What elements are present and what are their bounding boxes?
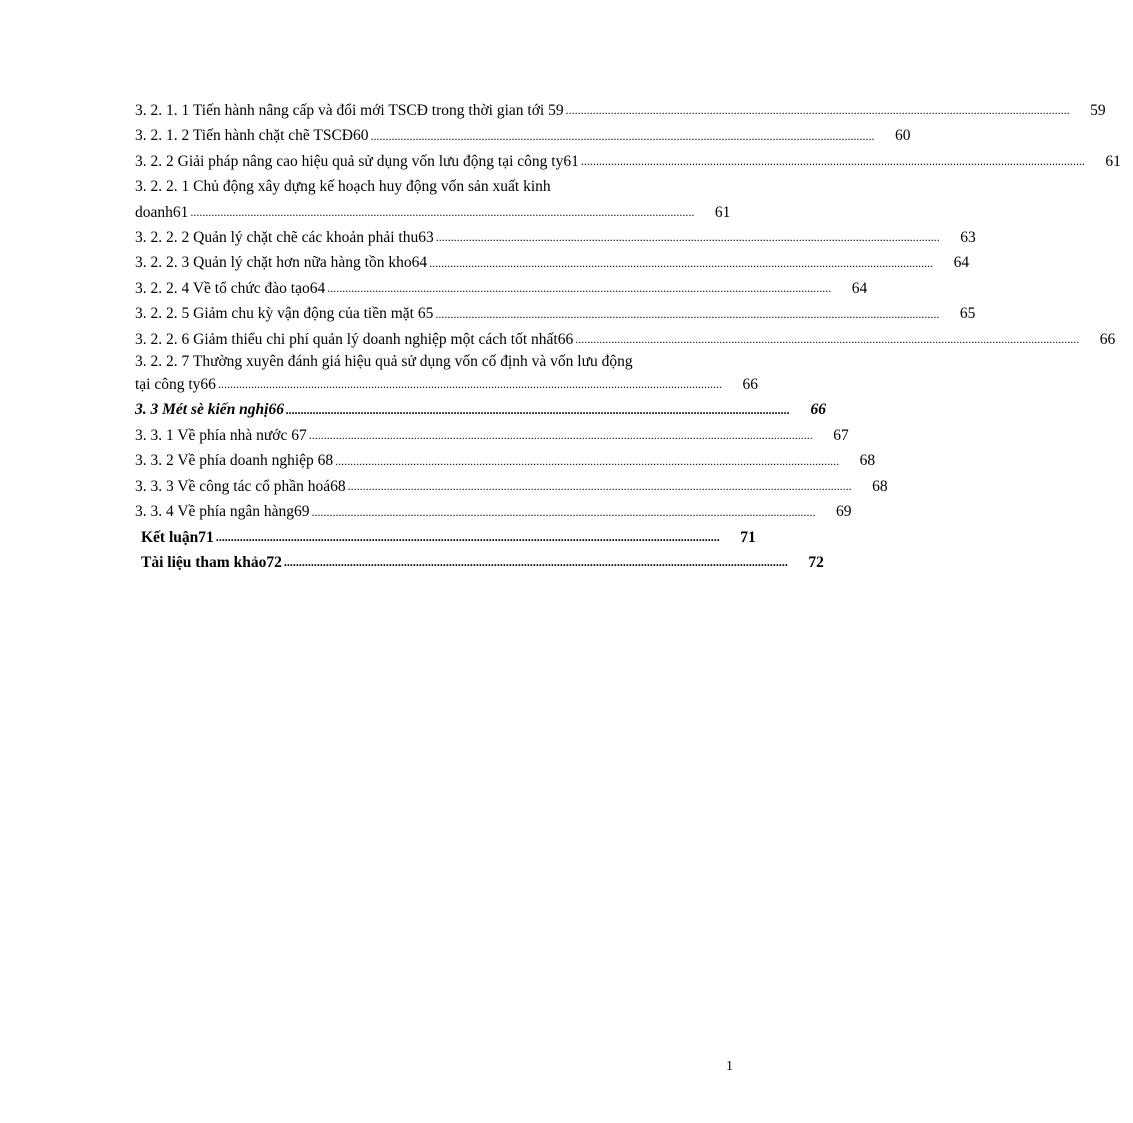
toc-entry-page: 67 [833,426,849,444]
toc-entry-page: 61 [1105,152,1121,170]
dot-leader: ........................................................................................................................................................................ [190,205,695,220]
toc-entry[interactable] [135,149,1121,174]
page-number: 1 [726,1059,733,1074]
toc-entry-page: 59 [1090,102,1106,119]
dot-leader: ........................................................................................................................................................................ [285,402,790,417]
toc-entry-title: 3. 2. 2. 3 Quản lý chặt hơn nữa hàng tồn kho64 [135,254,428,272]
toc-entry-title: 3. 3. 1 Về phía nhà nước 67 [135,426,307,444]
toc-entry-page: 64 [953,254,970,272]
dot-leader: ........................................................................................................................................................................ [435,230,940,245]
toc-entry-page: 69 [836,503,852,521]
toc-entry-title: Kết luận71 [141,528,214,546]
dot-leader: ........................................................................................................................................................................ [575,332,1080,347]
table-of-contents [135,98,1121,575]
toc-entry[interactable] [135,301,976,326]
toc-entry-title: 3. 2. 2. 4 Về tổ chức đào tạo64 [135,279,326,297]
toc-entry-title: 3. 2. 2. 1 Chủ động xây dựng kế hoạch huy động vốn sản xuất kinh [135,178,551,196]
toc-entry-title: 3. 2. 2. 2 Quản lý chặt chẽ các khoản phải thu63 [135,229,434,247]
toc-entry-title: 3. 3 Mét sè kiến nghị66 [135,401,284,419]
toc-entry-title: 3. 3. 2 Về phía doanh nghiệp 68 [135,452,334,470]
dot-leader: ........................................................................................................................................................................ [370,128,875,143]
toc-entry-title: 3. 2. 1. 1 Tiến hành nâng cấp và đổi mới TSCĐ trong thời gian tới 59 [135,102,564,119]
dot-leader: ........................................................................................................................................................................ [435,306,940,321]
dot-leader: ........................................................................................................................................................................ [283,555,788,570]
toc-entry-title-continued: doanh61 [135,203,189,221]
toc-entry-page: 68 [872,477,888,495]
toc-entry-title: 3. 2. 1. 2 Tiến hành chặt chẽ TSCĐ60 [135,127,369,145]
dot-leader: ........................................................................................................................................................................ [565,103,1070,118]
toc-entry[interactable] [135,225,976,250]
toc-entry-page: 71 [740,528,756,546]
dot-leader: ........................................................................................................................................................................ [580,154,1085,169]
toc-entry-page: 66 [1099,330,1116,348]
toc-entry[interactable] [135,276,868,301]
toc-entry-title: Tài liệu tham khảo72 [141,553,282,571]
toc-entry-page: 63 [960,229,976,247]
dot-leader: ........................................................................................................................................................................ [335,453,840,468]
toc-entry-page: 64 [851,279,868,297]
toc-entry-title: 3. 2. 2. 6 Giảm thiểu chi phí quản lý doanh nghiệp một cách tốt nhất66 [135,330,574,348]
toc-entry-section[interactable] [135,397,826,422]
toc-entry-title: 3. 2. 2. 5 Giảm chu kỳ vận động của tiền mặt 65 [135,305,434,323]
dot-leader: ........................................................................................................................................................................ [311,504,816,519]
toc-entry-conclusion[interactable] [135,525,756,550]
dot-leader: ........................................................................................................................................................................ [429,255,934,270]
toc-entry[interactable] [135,123,911,148]
toc-entry-title: 3. 2. 2 Giải pháp nâng cao hiệu quả sử dụng vốn lưu động tại công ty61 [135,152,579,170]
dot-leader: ........................................................................................................................................................................ [217,377,722,392]
toc-entry[interactable] [135,174,731,225]
toc-entry-page: 60 [895,127,911,145]
toc-entry[interactable] [135,98,1106,123]
toc-entry-title: 3. 3. 4 Về phía ngân hàng69 [135,503,310,521]
toc-entry[interactable] [135,474,888,499]
toc-entry[interactable] [135,327,1116,352]
toc-entry-page: 65 [959,305,976,323]
toc-entry-page: 66 [742,376,758,394]
dot-leader: ........................................................................................................................................................................ [327,281,832,296]
dot-leader: ........................................................................................................................................................................ [347,479,852,494]
toc-entry[interactable] [135,250,970,275]
toc-entry-page: 61 [714,203,731,221]
toc-entry-page: 66 [810,401,826,419]
toc-entry-page: 72 [808,553,824,571]
toc-entry[interactable] [135,352,758,397]
toc-entry[interactable] [135,448,876,473]
toc-entry-title: 3. 2. 2. 7 Thường xuyên đánh giá hiệu quả sử dụng vốn cố định và vốn lưu động [135,353,633,371]
toc-entry-page: 68 [859,452,876,470]
dot-leader: ........................................................................................................................................................................ [215,529,720,544]
toc-entry-references[interactable] [135,550,824,575]
toc-entry[interactable] [135,423,849,448]
toc-entry-title-continued: tại công ty66 [135,376,216,394]
dot-leader: ........................................................................................................................................................................ [308,428,813,443]
toc-entry[interactable] [135,499,852,524]
toc-entry-title: 3. 3. 3 Về công tác cổ phần hoá68 [135,477,346,495]
